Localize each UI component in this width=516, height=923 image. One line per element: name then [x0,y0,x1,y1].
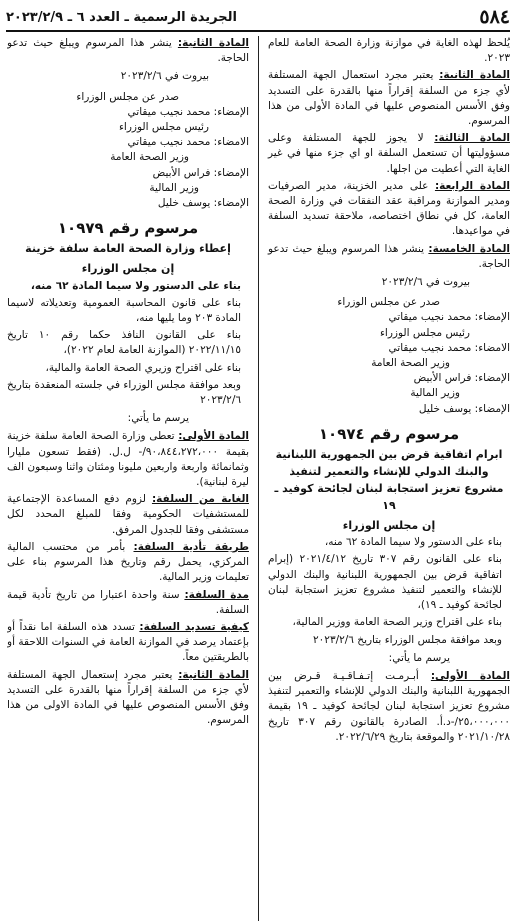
article-1: المادة الأولى: تعطى وزارة الصحة العامة سلفة خزينة بقيمة ٩٠،٨٤٤،٢٧٢،٠٠٠/- ل.ل. (فقط تسعون مليارا وثمانمائة واربعة واربعين مليونا ومئتان واثنا وسبعون الف ليرة لبنانية). [7,430,249,489]
decree-number: مرسوم رقم ١٠٩٧٤ [318,424,460,443]
signature-line: وزير الصحة العامة [371,357,450,370]
whereas-clause: بناء على اقتراح وزيري الصحة العامة والمالية، [45,361,241,374]
council-heading: إن مجلس الوزراء [342,519,436,533]
issue-date: بيروت في ٢٠٢٣/٢/٦ [120,70,209,83]
whereas-clause: بناء على الدستور ولا سيما المادة ٦٢ منه، [324,536,502,549]
article-2: المادة الثانية: ينشر هذا المرسوم ويبلغ حيث تدعو الحاجة. [7,37,249,65]
article-4: المادة الرابعة: على مدير الخزينة، مدير الصرفيات ومدير الموازنة ومراقبة عقد النفقات في وزارة الصحة العامة، كل في نطاق اختصاصه، ملاحقة تسديد السلفة في مواعيدها. [268,179,510,238]
signature-line: الإمضاء: فراس الأبيض [413,372,510,385]
column-divider [258,36,259,921]
paragraph: يُلحظ لهذه الغاية في موازنة وزارة الصحة العامة للعام ٢٠٢٣. [268,37,510,65]
signature-line: صدر عن مجلس الوزراء [76,90,179,103]
whereas-clause: بناء على القانون النافذ حكما رقم ١٠ تاريخ ٢٠٢٢/١١/١٥ (الموازنة العامة لعام ٢٠٢٢)، [7,329,241,357]
whereas-clause: وبعد موافقة مجلس الوزراء في جلسته المنعقدة بتاريخ ٢٠٢٣/٢/٦ [7,378,241,407]
whereas-clause: بناء على اقتراح وزير الصحة العامة ووزير المالية، [292,616,502,629]
advance-repayment: كيفية تسديد السلفة: تسدد هذه السلفة اما نقداً أو بإعتماد يرصد في الموازنة العامة في السنوات اللاحقة أو بالطريقتين معاً. [7,620,249,664]
signature-line: الامضاء: محمد نجيب ميقاتي [388,341,510,354]
signature-line: رئيس مجلس الوزراء [118,121,209,134]
article-3: المادة الثالثة: لا يجوز للجهة المستلفة وعلى مسؤوليتها أن تستعمل السلفة او اي جزء منها في غير الغاية التي أعطيت من اجلها. [268,132,510,175]
signature-line: الامضاء: محمد نجيب ميقاتي [127,136,249,149]
signature-line: وزير المالية [410,387,460,400]
whereas-clause: بناء على القانون رقم ٣٠٧ تاريخ ٢٠٢١/٤/١٢ (إبرام اتفاقية قرض بين الجمهورية اللبنانية والبنك الدولي للإنشاء والتعمير لتنفيذ مشروع تعزيز استجابة لبنان لجائحة كوفيد ـ ١٩)، [268,553,502,612]
signature-line: وزير المالية [149,181,199,194]
advance-term: مدة السلفة: سنة واحدة اعتبارا من تاريخ تأدية قيمة السلفة. [7,588,249,616]
issue-date: بيروت في ٢٠٢٣/٢/٦ [381,276,470,289]
decree-title: إعطاء وزارة الصحة العامة سلفة خزينة [25,242,231,256]
page-header [6,4,510,32]
article-2: المادة الثانية: يعتبر مجرد استعمال الجهة المستلفة لأي جزء من السلفة إقراراً منها بالقدرة على التسديد وفق الأسس المنصوص عليها في المادة الأولى من هذا المرسوم. [268,69,510,128]
whereas-clause: بناء على الدستور ولا سيما المادة ٦٢ منه، [30,279,241,292]
signature-line: صدر عن مجلس الوزراء [337,296,440,309]
journal-issue: الجريدة الرسمية ـ العدد ٦ ـ ٢٠٢٣/٢/٩ [6,9,237,25]
article-2-second: المادة الثانية: يعتبر مجرد إستعمال الجهة المستلفة لأي جزء من السلفة إقراراً منها بالقدرة على التسديد وفق الأسس المنصوص عليها في المادة الاولى من هذا المرسوم. [7,668,249,727]
left-column [7,36,255,921]
decree-number: مرسوم رقم ١٠٩٧٩ [57,219,199,238]
article-1: المادة الأولى: أبـرمـت إتـفـاقـيـة قـرض بين الجمهورية اللبنانية والبنك الدولي للإنشاء والتعمير لتنفيذ مشروع تعزيز استجابة لبنان لجائحة كوفيد ـ ١٩ بقيمة ٢٥،٠٠٠،٠٠٠/-د.أ. الصادرة بالقانون رقم ٣٠٧ تاريخ ٢٠٢١/١٠/٢٨ والموقعة بتاريخ ٢٠٢٢/٦/٢٩. [268,669,510,743]
signature-line: الإمضاء: محمد نجيب ميقاتي [127,105,249,118]
advance-payment-method: طريقة تأدية السلفة: بأمر من محتسب المالية المركزي، يحمل رقم وتاريخ هذا المرسوم بناء على تعليمات وزير المالية. [7,540,249,584]
columns [6,36,510,921]
signature-line: رئيس مجلس الوزراء [379,326,470,339]
whereas-clause: وبعد موافقة مجلس الوزراء بتاريخ ٢٠٢٣/٢/٦ [313,633,502,646]
page-number: ٥٨٤ [479,6,510,28]
advance-purpose: الغاية من السلفة: لزوم دفع المساعدة الإجتماعية للمستشفيات الحكومية وفقا للمبلغ المحدد لكل مستشفى وفقا للجدول المرفق. [7,493,249,536]
signature-line: الإمضاء: يوسف خليل [157,197,249,210]
signature-line: الإمضاء: محمد نجيب ميقاتي [388,311,510,324]
council-heading: إن مجلس الوزراء [81,262,175,276]
signature-line: الإمضاء: يوسف خليل [418,402,510,415]
signature-line: وزير الصحة العامة [110,151,189,164]
decides-line: يرسم ما يأتي: [127,412,189,425]
decree-title: ابرام اتفاقية قرض بين الجمهورية اللبنانية والبنك الدولي للإنشاء والتعمير لتنفيذ مشروع تعزيز استجابة لبنان لجائحة كوفيد ـ ١٩ [274,448,504,513]
right-column [262,36,510,921]
article-5: المادة الخامسة: ينشر هذا المرسوم ويبلغ حيث تدعو الحاجة. [268,242,510,270]
signature-line: الإمضاء: فراس الأبيض [152,166,249,179]
whereas-clause: بناء على قانون المحاسبة العمومية وتعديلاته لاسيما المادة ٢٠٣ وما يليها منه، [7,296,241,325]
decides-line: يرسم ما يأتي: [388,651,450,664]
